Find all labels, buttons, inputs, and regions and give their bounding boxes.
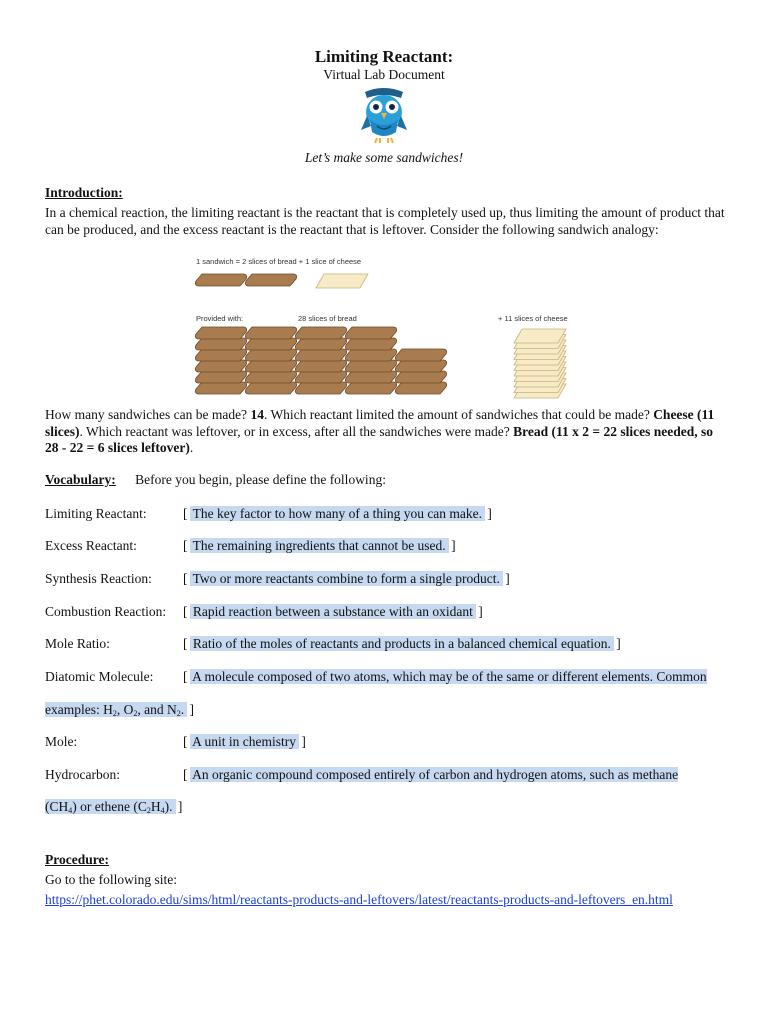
figure-cheese-label: + 11 slices of cheese (498, 314, 568, 323)
bread-slice (195, 338, 246, 350)
bread-slice (395, 349, 446, 361)
bread-slice (195, 382, 246, 394)
owl-logo (357, 86, 411, 144)
example-bread-slice (195, 274, 246, 286)
vocab-row-continued: $(CH_4)$ or ethene $(C_2H_4)$. ] (45, 799, 183, 815)
figure-provided-label: Provided with: (196, 314, 244, 323)
vocab-term: Excess Reactant: (45, 538, 137, 553)
bread-slice (195, 371, 246, 383)
vocab-term: Hydrocarbon: (45, 767, 120, 782)
bread-slice (295, 382, 346, 394)
vocab-definition[interactable]: Rapid reaction between a substance with an oxidant (189, 604, 477, 619)
bread-slice (295, 349, 346, 361)
vocab-intro-row (45, 471, 386, 489)
sandwich-figure (192, 254, 582, 402)
question-2: . Which reactant limited the amount of sandwiches that could be made? (263, 407, 654, 422)
procedure-text: Go to the following site: (45, 872, 177, 887)
bread-slice (195, 349, 246, 361)
vocab-definition[interactable]: Ratio of the moles of reactants and products in a balanced chemical equation. (189, 636, 615, 651)
vocab-term: Combustion Reaction: (45, 604, 167, 619)
vocab-definition[interactable]: A unit in chemistry (189, 734, 300, 749)
qa-paragraph: How many sandwiches can be made? 14. Which reactant limited the amount of sandwiches that could be made? Cheese (11 slices). Which reactant was leftover, or in excess, after all the sandwiches were made? Bread (11 x 2 = 22 slices needed, so 28 - 22 = 6 slices leftover). (45, 407, 715, 455)
vocab-definition[interactable]: A molecule composed of two atoms, which may be of the same or different elements. Common (189, 669, 707, 684)
page-title: Limiting Reactant: (314, 47, 454, 66)
bread-slice (245, 327, 296, 339)
figure-bread-label: 28 slices of bread (298, 314, 357, 323)
bread-slice (345, 327, 396, 339)
example-bread-slice (245, 274, 296, 286)
vocab-definition[interactable]: Two or more reactants combine to form a single product. (189, 571, 504, 586)
bread-slice (395, 360, 446, 372)
bread-slice (345, 349, 396, 361)
vocab-definition[interactable]: The remaining ingredients that cannot be used. (189, 538, 450, 553)
vocab-row: Mole: [ A unit in chemistry ] (45, 734, 306, 749)
bread-slice (245, 371, 296, 383)
bread-slice (395, 371, 446, 383)
vocab-definition-continued[interactable]: examples: $H_2$, $O_2$, and $N_2$. (45, 702, 188, 718)
bread-slice (245, 382, 296, 394)
vocab-term: Mole: (45, 734, 78, 749)
vocab-definition[interactable]: The key factor to how many of a thing you can make. (189, 506, 486, 521)
cheese-slice (514, 329, 566, 343)
vocab-term: Limiting Reactant: (45, 506, 147, 521)
bread-slice (345, 360, 396, 372)
vocab-heading: Vocabulary: (45, 472, 116, 487)
tagline: Let’s make some sandwiches! (304, 150, 464, 165)
bread-slice (395, 382, 446, 394)
answer-2: Cheese (11 slices) (45, 407, 715, 439)
figure-equation: 1 sandwich = 2 slices of bread + 1 slice of cheese (196, 257, 362, 266)
vocab-row: Limiting Reactant: [ The key factor to how many of a thing you can make. ] (45, 506, 492, 521)
vocab-term: Synthesis Reaction: (45, 571, 152, 586)
answer-1: 14 (250, 407, 264, 422)
vocab-definition[interactable]: An organic compound composed entirely of carbon and hydrogen atoms, such as methane (189, 767, 679, 782)
question-3: . Which reactant was leftover, or in excess, after all the sandwiches were made? (79, 423, 514, 439)
bread-slice (295, 360, 346, 372)
intro-heading: Introduction: (45, 185, 123, 200)
vocab-row-continued: examples: $H_2$, $O_2$, and $N_2$. ] (45, 702, 194, 718)
bread-slice (295, 338, 346, 350)
vocab-row: Excess Reactant: [ The remaining ingredients that cannot be used. ] (45, 538, 456, 553)
vocab-instruction: Before you begin, please define the following: (135, 472, 386, 487)
bread-slice (295, 327, 346, 339)
bread-slice (345, 371, 396, 383)
vocab-row: Hydrocarbon: [ An organic compound composed entirely of carbon and hydrogen atoms, such as methane (45, 767, 679, 782)
vocab-definition-continued[interactable]: $(CH_4)$ or ethene $(C_2H_4)$. (45, 799, 176, 815)
question-1: How many sandwiches can be made? (45, 407, 251, 422)
bread-slice (345, 338, 396, 350)
bread-slice (195, 360, 246, 372)
vocab-row: Synthesis Reaction: [ Two or more reactants combine to form a single product. ] (45, 571, 510, 586)
bread-slice (245, 360, 296, 372)
intro-text: In a chemical reaction, the limiting reactant is the reactant that is completely used up, thus limiting the amount of product that can be produced, and the excess reactant is the reactant that is leftover. Consider the following sandwich analogy: (45, 205, 725, 237)
procedure-heading: Procedure: (45, 852, 109, 867)
phet-simulation-link[interactable]: https://phet.colorado.edu/sims/html/reactants-products-and-leftovers/latest/reactants-products-and-leftovers_en.html (45, 892, 673, 907)
bread-slice (345, 382, 396, 394)
vocab-row: Mole Ratio: [ Ratio of the moles of reactants and products in a balanced chemical equation. ] (45, 636, 621, 651)
vocab-term: Diatomic Molecule: (45, 669, 154, 684)
vocab-row: Combustion Reaction: [ Rapid reaction between a substance with an oxidant ] (45, 604, 483, 619)
answer-3: Bread (11 x 2 = 22 slices needed, so 28 - 22 = 6 slices leftover) (45, 423, 713, 455)
bread-slice (245, 338, 296, 350)
vocab-term: Mole Ratio: (45, 636, 110, 651)
example-cheese-slice (316, 274, 368, 288)
bread-slice (195, 327, 246, 339)
vocab-row: Diatomic Molecule: [ A molecule composed of two atoms, which may be of the same or different elements. Common (45, 669, 707, 684)
bread-slice (245, 349, 296, 361)
page-subtitle: Virtual Lab Document (323, 67, 445, 82)
bread-slice (295, 371, 346, 383)
